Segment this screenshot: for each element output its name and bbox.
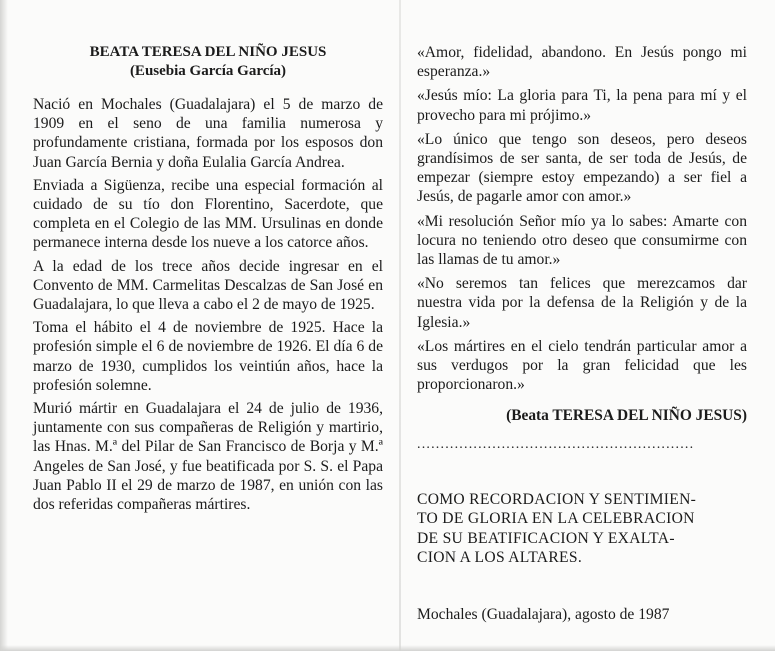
quote-item: «Mi resolución Señor mío ya lo sabes: Amarte con locura no teniendo otro deseo que consumirme con las llamas de tu amor.»	[417, 212, 747, 269]
card-bottom-edge-shadow	[0, 645, 775, 651]
card-fold-line	[399, 0, 401, 651]
dotted-divider: ...........................................................	[417, 437, 695, 452]
quote-item: «No seremos tan felices que merezcamos dar nuestra vida por la defensa de la Religión y de la Iglesia.»	[417, 275, 747, 331]
card-title: BEATA TERESA DEL NIÑO JESUS	[89, 44, 327, 60]
quotes-column	[417, 43, 747, 624]
place-and-date: Mochales (Guadalajara), agosto de 1987	[417, 605, 670, 623]
commemoration-line: CION A LOS ALTARES.	[417, 549, 583, 567]
quote-signature: (Beata TERESA DEL NIÑO JESUS)	[506, 407, 747, 425]
bio-paragraph-birth: Nació en Mochales (Guadalajara) el 5 de marzo de 1909 en el seno de una familia numerosa y profundamente cristiana, formada por los esposos don Juan García Bernia y doña Eulalia García Andrea.	[33, 96, 383, 171]
commemoration-line: COMO RECORDACION Y SENTIMIEN-	[417, 490, 697, 508]
commemoration-line: TO DE GLORIA EN LA CELEBRACION	[417, 510, 695, 528]
card-left-edge-shadow	[0, 0, 8, 651]
bio-paragraph-education: Enviada a Sigüenza, recibe una especial formación al cuidado de su tío don Florentino, Sacerdote, que completa en el Colegio de las MM. Ursulinas en donde permanece interna desde los nueve a los catorce años.	[33, 176, 383, 252]
bio-paragraph-convent: A la edad de los trece años decide ingresar en el Convento de MM. Carmelitas Descalzas de San José en Guadalajara, lo que lleva a cabo el 2 de mayo de 1925.	[33, 257, 383, 314]
quote-item: «Jesús mío: La gloria para Ti, la pena para mí y el provecho para mi prójimo.»	[417, 87, 747, 124]
biography-column	[33, 43, 383, 518]
bio-paragraph-profession: Toma el hábito el 4 de noviembre de 1925. Hace la profesión simple el 6 de noviembre de 1926. El día 6 de marzo de 1930, cumplidos los veintiún años, hace la profesión solemne.	[33, 319, 383, 394]
commemoration-text	[417, 490, 747, 568]
card-subtitle: (Eusebia García García)	[129, 63, 287, 79]
bio-paragraph-martyrdom: Murió mártir en Guadalajara el 24 de julio de 1936, juntamente con sus compañeras de Religión y martirio, las Hnas. M.ª del Pilar de San Francisco de Borja y M.ª Angeles de San José, y fue beatificada por S. S. el Papa Juan Pablo II el 29 de marzo de 1987, en unión con las dos referidas compañeras mártires.	[33, 400, 383, 514]
quote-item: «Los mártires en el cielo tendrán particular amor a sus verdugos por la gran felicidad que les proporcionaron.»	[417, 337, 747, 394]
quote-item: «Amor, fidelidad, abandono. En Jesús pongo mi esperanza.»	[417, 44, 747, 81]
quote-item: «Lo único que tengo son deseos, pero deseos grandísimos de ser santa, de ser toda de Jesús, de empezar (siempre estoy empezando) a ser fiel a Jesús, de pagarle amor con amor.»	[417, 130, 747, 206]
commemoration-line: DE SU BEATIFICACION Y EXALTA-	[417, 529, 675, 547]
